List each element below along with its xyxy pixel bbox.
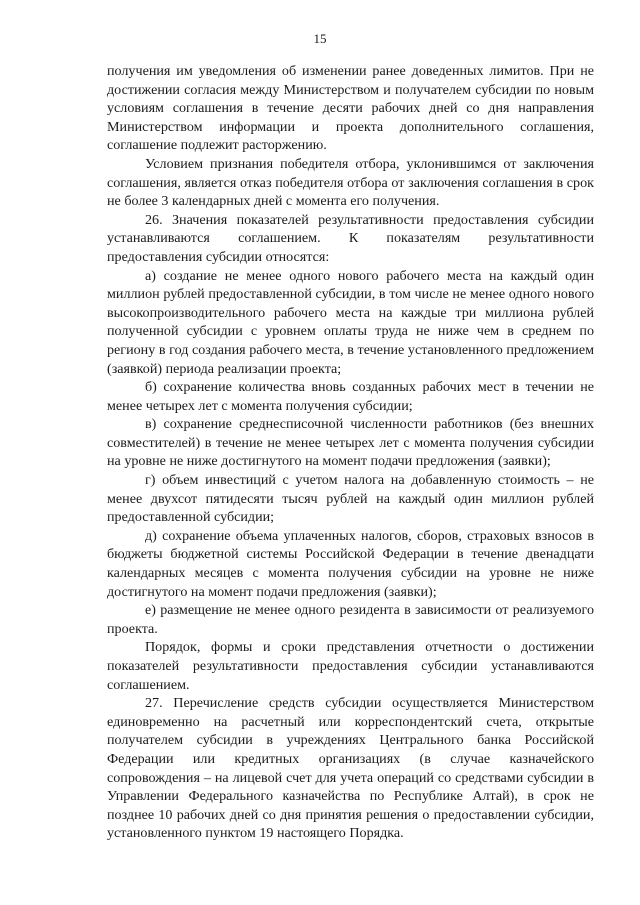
list-item-a: а) создание не менее одного нового рабочего места на каждый один миллион рублей предоставленной субсидии, в том числе не менее одного нового высокопроизводительного рабочего места на каждые три миллиона рублей полученной субсидии с уровнем оплаты труда не ниже чем в среднем по региону в год создания рабочего места, в течение установленного предложением (заявкой) периода реализации проекта; <box>107 267 594 377</box>
page-number: 15 <box>313 31 327 46</box>
list-item-d: д) сохранение объема уплаченных налогов, сборов, страховых взносов в бюджеты бюджетной системы Российской Федерации в течение двенадцати календарных месяцев с момента получения субсидии на уровне не ниже достигнутого на момент подачи предложения (заявки); <box>107 527 594 600</box>
list-item-v: в) сохранение среднесписочной численности работников (без внешних совместителей) в течение не менее четырех лет с момента получения субсидии на уровне не ниже достигнутого на момент подачи предложения (заявки); <box>107 416 594 470</box>
paragraph-continuation: получения им уведомления об изменении ранее доведенных лимитов. При не достижении согласия между Министерством и получателем субсидии по новым условиям соглашения в течение десяти рабочих дней со дня направления Министерством информации и проекта дополнительного соглашения, соглашение подлежит расторжению. <box>107 63 594 154</box>
paragraph-winner-evasion: Условием признания победителя отбора, уклонившимся от заключения соглашения, является отказ победителя отбора от заключения соглашения в срок не более 3 календарных дней с момента его получения. <box>107 155 594 210</box>
paragraph-clause-26: 26. Значения показателей результативности предоставления субсидии устанавливаются соглашением. К показателям результативности предоставления субсидии относятся: <box>107 211 594 265</box>
document-body <box>107 62 594 843</box>
paragraph-reporting: Порядок, формы и сроки представления отчетности о достижении показателей результативности предоставления субсидии устанавливаются соглашением. <box>107 639 594 693</box>
list-item-b: б) сохранение количества вновь созданных рабочих мест в течении не менее четырех лет с момента получения субсидии; <box>107 379 594 414</box>
paragraph-clause-27: 27. Перечисление средств субсидии осуществляется Министерством единовременно на расчетный или корреспондентский счета, открытые получателем субсидии в учреждениях Центрального банка Российской Федерации или кредитных организациях (в случае казначейского сопровождения – на лицевой счет для учета операций со средствами субсидии в Управлении Федерального казначейства по Республике Алтай), в срок не позднее 10 рабочих дней со дня принятия решения о предоставлении субсидии, установленного пунктом 19 настоящего Порядка. <box>107 695 594 842</box>
list-item-e: е) размещение не менее одного резидента в зависимости от реализуемого проекта. <box>107 602 594 637</box>
list-item-g: г) объем инвестиций с учетом налога на добавленную стоимость – не менее двухсот пятидесяти тысяч рублей на каждый один миллион рублей предоставленной субсидии; <box>107 472 594 526</box>
